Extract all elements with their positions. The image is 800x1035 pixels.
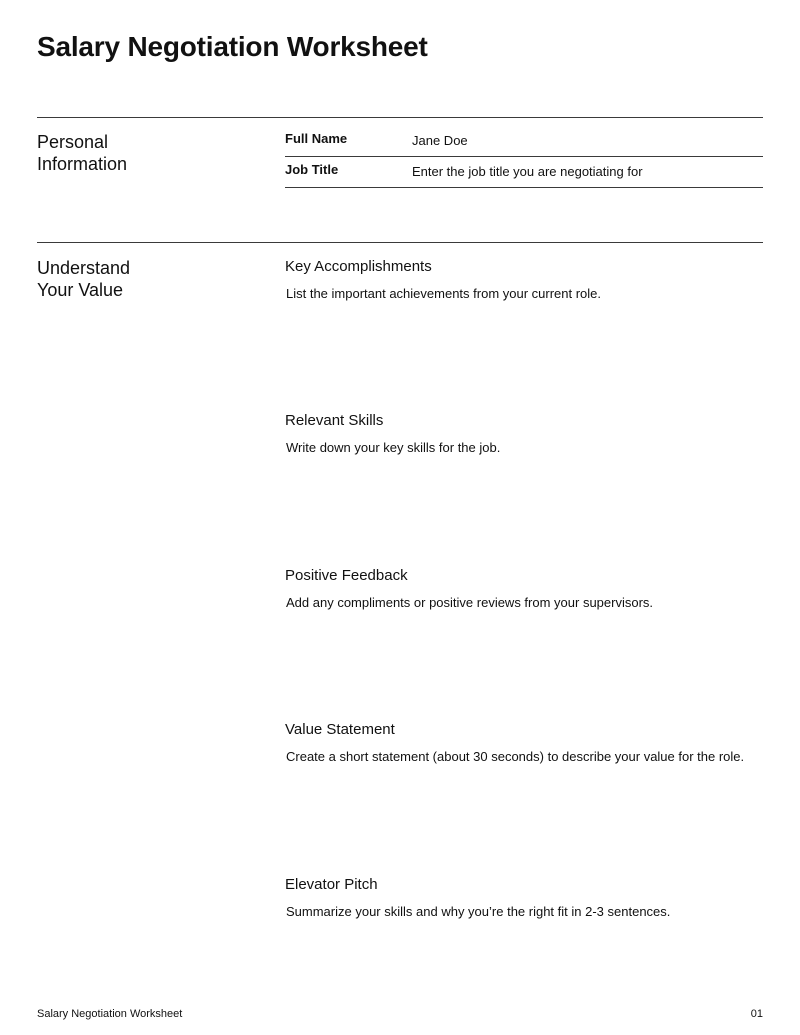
footer-document-title: Salary Negotiation Worksheet [37, 1008, 183, 1020]
full-name-row [285, 125, 763, 157]
key-accomplishments-section [285, 258, 763, 376]
relevant-skills-title: Relevant Skills [285, 412, 384, 429]
positive-feedback-section [285, 567, 763, 685]
key-accomplishments-input[interactable] [286, 286, 762, 376]
full-name-input[interactable] [412, 133, 752, 148]
section-divider [37, 117, 763, 118]
job-title-input[interactable] [412, 164, 752, 179]
section-divider [37, 242, 763, 243]
page-title: Salary Negotiation Worksheet [37, 31, 428, 62]
footer-page-number: 01 [750, 1008, 763, 1020]
full-name-label: Full Name [285, 131, 348, 146]
elevator-pitch-title: Elevator Pitch [285, 876, 378, 893]
relevant-skills-section [285, 412, 763, 530]
personal-information-heading: Personal Information [37, 132, 128, 174]
key-accomplishments-title: Key Accomplishments [285, 258, 432, 275]
elevator-pitch-input[interactable] [286, 904, 762, 994]
elevator-pitch-section [285, 876, 763, 994]
job-title-label: Job Title [285, 162, 339, 177]
positive-feedback-title: Positive Feedback [285, 567, 408, 584]
value-statement-input[interactable] [286, 749, 762, 839]
value-statement-section [285, 721, 763, 839]
positive-feedback-input[interactable] [286, 595, 762, 685]
job-title-row [285, 156, 763, 188]
understand-your-value-heading: Understand Your Value [37, 258, 131, 300]
relevant-skills-input[interactable] [286, 440, 762, 530]
value-statement-title: Value Statement [285, 721, 395, 738]
